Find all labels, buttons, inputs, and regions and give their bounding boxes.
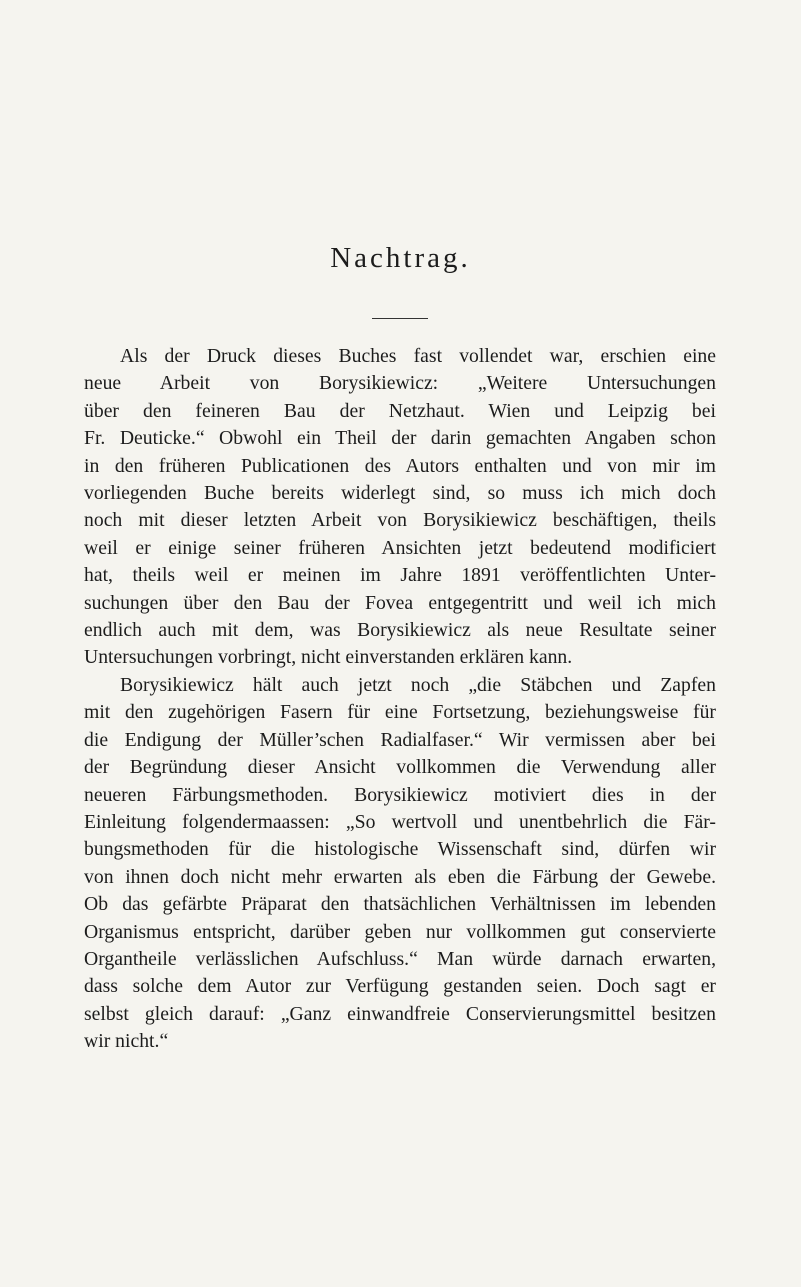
text-line: neueren Färbungsmethoden. Borysikiewicz motiviert dies in der [84, 783, 716, 806]
page-title: Nachtrag. [330, 242, 471, 274]
text-line: Fr. Deuticke.“ Obwohl ein Theil der darin gemachten Angaben schon [84, 427, 716, 450]
text-line: wir nicht.“ [84, 1030, 169, 1053]
text-line: Einleitung folgendermaassen: „So wertvoll und unentbehrlich die Fär- [84, 810, 716, 833]
text-line: selbst gleich darauf: „Ganz einwandfreie Conservierungsmittel besitzen [84, 1002, 716, 1025]
text-line: Untersuchungen vorbringt, nicht einverstanden erklären kann. [84, 646, 573, 669]
text-line: bungsmethoden für die histologische Wissenschaft sind, dürfen wir [84, 838, 716, 861]
body-text [84, 343, 716, 1056]
text-line: die Endigung der Müller’schen Radialfaser.“ Wir vermissen aber bei [84, 728, 716, 751]
text-line: weil er einige seiner früheren Ansichten jetzt bedeutend modificiert [84, 536, 716, 559]
text-line: Als der Druck dieses Buches fast vollendet war, erschien eine [120, 345, 716, 367]
text-line: Organismus entspricht, darüber geben nur vollkommen gut conservierte [84, 920, 716, 943]
text-line: der Begründung dieser Ansicht vollkommen die Verwendung aller [84, 756, 716, 779]
text-line: vorliegenden Buche bereits widerlegt sind, so muss ich mich doch [84, 482, 716, 505]
text-line: Borysikiewicz hält auch jetzt noch „die Stäbchen und Zapfen [120, 673, 716, 696]
text-line: noch mit dieser letzten Arbeit von Borysikiewicz beschäftigen, theils [84, 509, 716, 532]
text-line: hat, theils weil er meinen im Jahre 1891 veröffentlichten Unter- [84, 564, 716, 587]
text-line: suchungen über den Bau der Fovea entgegentritt und weil ich mich [84, 591, 716, 614]
text-line: endlich auch mit dem, was Borysikiewicz als neue Resultate seiner [84, 619, 716, 642]
text-line: neue Arbeit von Borysikiewicz: „Weitere Untersuchungen [84, 372, 716, 395]
paragraph [84, 343, 716, 672]
paragraph [84, 672, 716, 1056]
text-line: über den feineren Bau der Netzhaut. Wien und Leipzig bei [84, 399, 716, 422]
text-line: dass solche dem Autor zur Verfügung gestanden seien. Doch sagt er [84, 975, 716, 998]
text-line: Ob das gefärbte Präparat den thatsächlichen Verhältnissen im lebenden [84, 893, 716, 916]
title-divider [372, 318, 428, 319]
text-line: von ihnen doch nicht mehr erwarten als eben die Färbung der Gewebe. [84, 865, 716, 888]
text-line: Organtheile verlässlichen Aufschluss.“ Man würde darnach erwarten, [84, 947, 716, 970]
text-line: mit den zugehörigen Fasern für eine Fortsetzung, beziehungsweise für [84, 701, 716, 724]
text-line: in den früheren Publicationen des Autors enthalten und von mir im [84, 454, 716, 477]
